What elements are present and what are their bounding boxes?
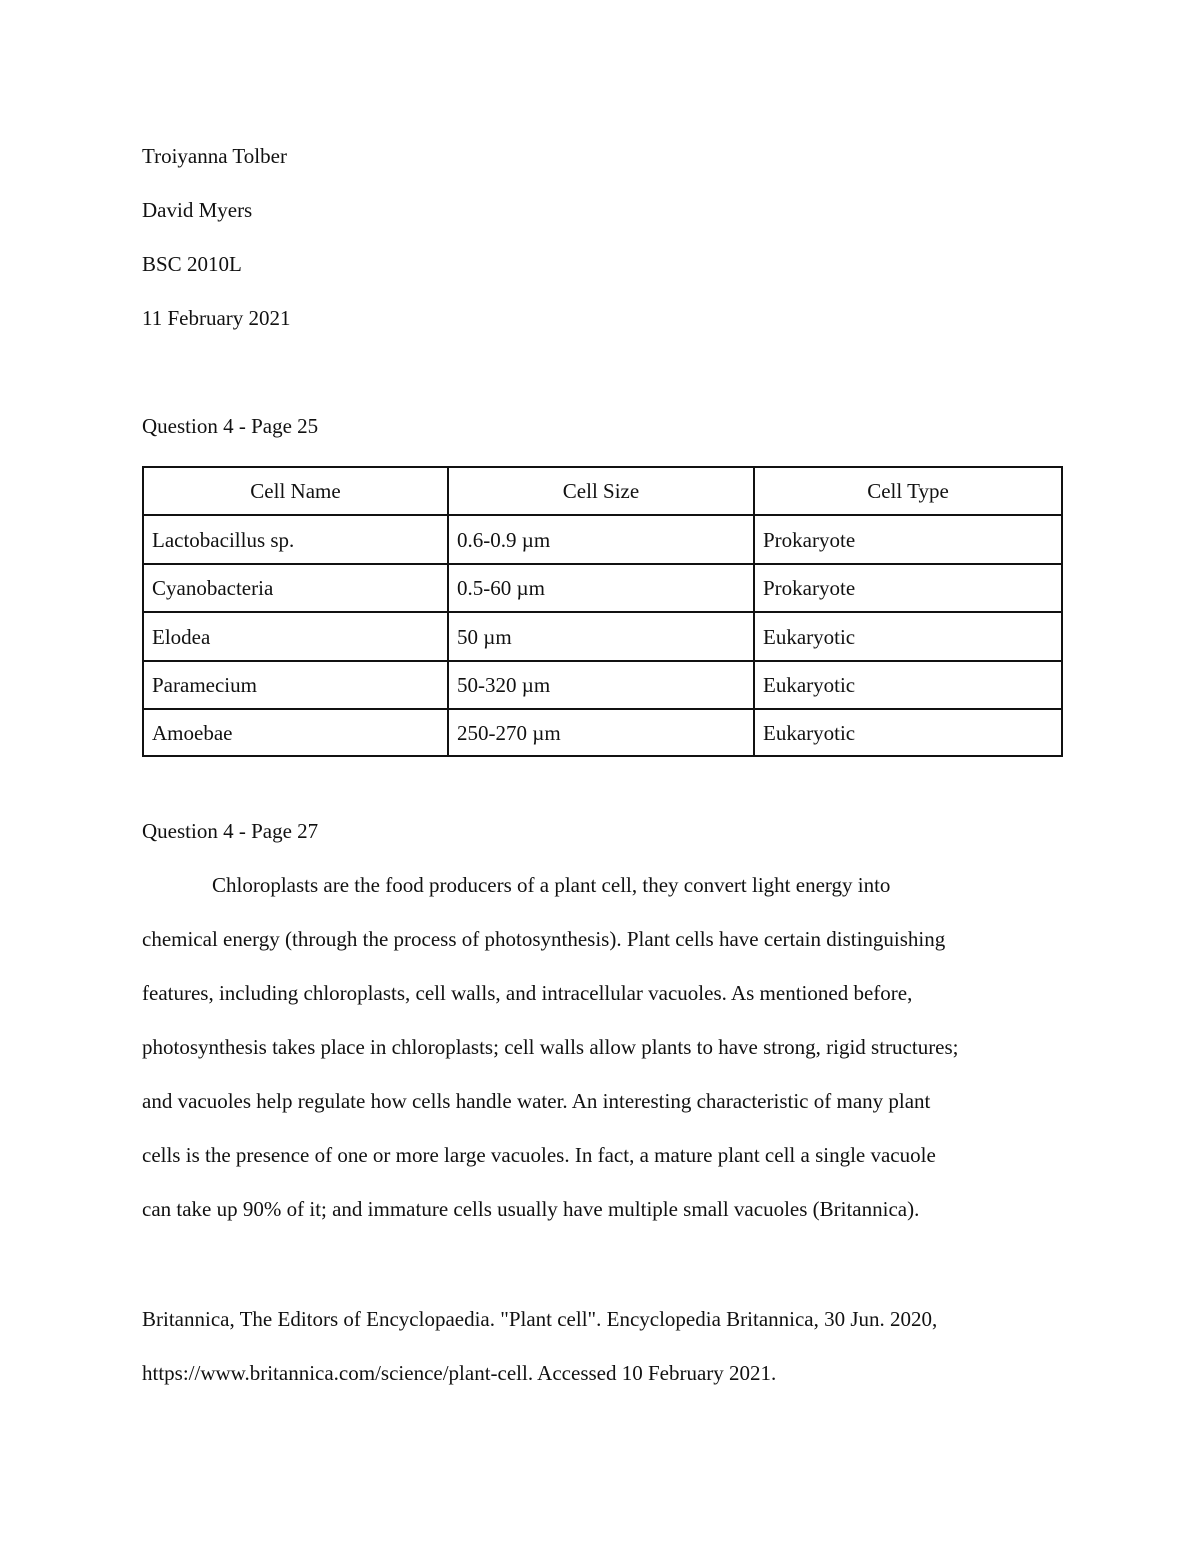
cell-name: Amoebae [143,709,448,756]
course-code: BSC 2010L [142,252,242,276]
cell-size: 250-270 µm [448,709,754,756]
cell-type: Prokaryote [754,564,1062,612]
column-header-cell-name: Cell Name [143,467,448,515]
citation-line: https://www.britannica.com/science/plant-cell. Accessed 10 February 2021. [142,1361,777,1385]
student-name: Troiyanna Tolber [142,144,287,168]
cell-type: Eukaryotic [754,709,1062,756]
table-header-row [143,467,1062,515]
paragraph-line: chemical energy (through the process of photosynthesis). Plant cells have certain distinguishing [142,927,946,951]
cell-type: Prokaryote [754,515,1062,564]
cell-name: Lactobacillus sp. [143,515,448,564]
cell-name: Cyanobacteria [143,564,448,612]
document-date: 11 February 2021 [142,306,291,330]
cell-size: 0.5-60 µm [448,564,754,612]
cell-type: Eukaryotic [754,661,1062,709]
cell-size: 0.6-0.9 µm [448,515,754,564]
column-header-cell-size: Cell Size [448,467,754,515]
section-heading-page-25: Question 4 - Page 25 [142,414,319,438]
table-row [143,564,1062,612]
citation-line: Britannica, The Editors of Encyclopaedia. "Plant cell". Encyclopedia Britannica, 30 Jun. 2020, [142,1307,938,1331]
cell-name: Elodea [143,612,448,661]
cell-name: Paramecium [143,661,448,709]
paragraph-line: and vacuoles help regulate how cells handle water. An interesting characteristic of many plant [142,1089,931,1113]
section-heading-page-27: Question 4 - Page 27 [142,819,319,843]
instructor-name: David Myers [142,198,253,222]
table-row [143,612,1062,661]
cell-size: 50 µm [448,612,754,661]
table-row [143,709,1062,756]
table-row [143,515,1062,564]
table-row [143,661,1062,709]
paragraph-line: features, including chloroplasts, cell walls, and intracellular vacuoles. As mentioned before, [142,981,913,1005]
paragraph-line: cells is the presence of one or more large vacuoles. In fact, a mature plant cell a single vacuole [142,1143,936,1167]
cell-type: Eukaryotic [754,612,1062,661]
cell-table [142,466,1063,757]
paragraph-line: can take up 90% of it; and immature cells usually have multiple small vacuoles (Britannica). [142,1197,920,1221]
paragraph-line: photosynthesis takes place in chloroplasts; cell walls allow plants to have strong, rigid structures; [142,1035,959,1059]
cell-size: 50-320 µm [448,661,754,709]
paragraph-line: Chloroplasts are the food producers of a plant cell, they convert light energy into [212,873,891,897]
column-header-cell-type: Cell Type [754,467,1062,515]
